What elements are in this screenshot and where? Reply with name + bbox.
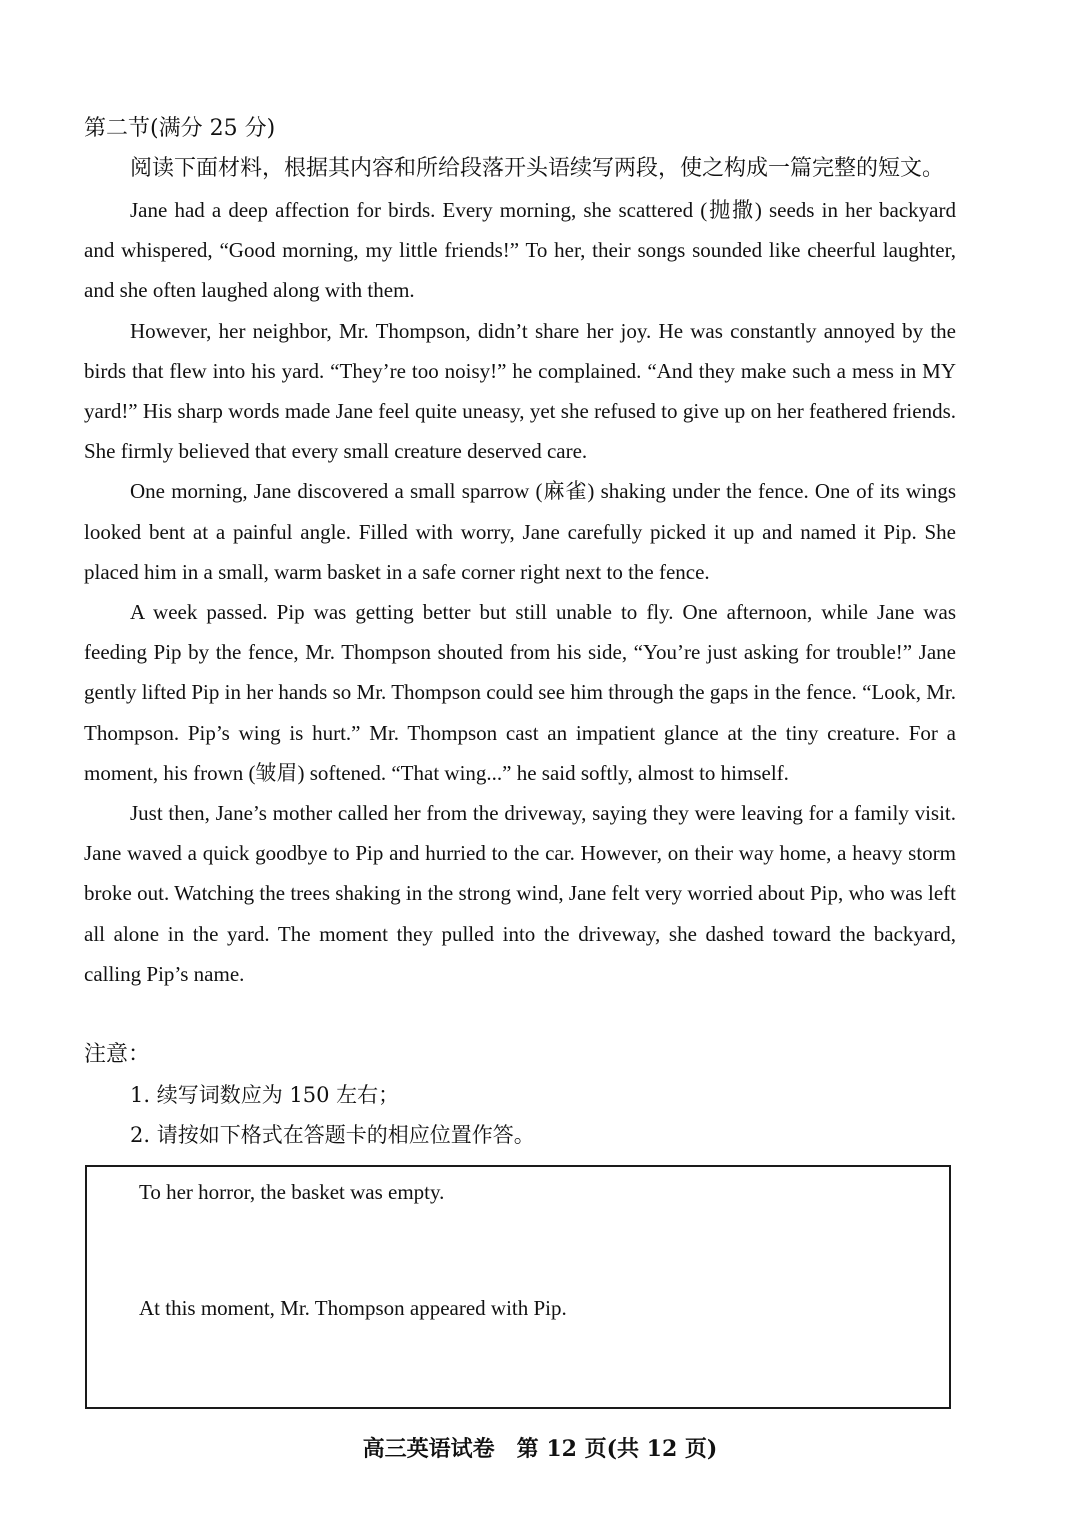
note-item-answer-format: 2. 请按如下格式在答题卡的相应位置作答。 bbox=[130, 1123, 535, 1147]
page-footer: 高三英语试卷 第 12 页(共 12 页) bbox=[362, 1436, 718, 1462]
paragraph-opener-1: To her horror, the basket was empty. bbox=[139, 1180, 445, 1204]
section-instruction: 阅读下面材料，根据其内容和所给段落开头语续写两段，使之构成一篇完整的短文。 bbox=[130, 156, 945, 181]
passage-paragraph-4: A week passed. Pip was getting better but still unable to fly. One afternoon, while Jane was feeding Pip by the fence, Mr. Thompson shouted from his side, “You’re just asking for trouble!” Jane gently lifted Pip in her hands so Mr. Thompson could see him through the gaps in the fence. “Look, Mr. Thompson. Pip’s wing is hurt.” Mr. Thompson cast an impatient glance at the tiny creature. For a moment, his frown (皱眉) softened. “That wing...” he said softly, almost to himself. bbox=[84, 600, 956, 785]
notes-title: 注意： bbox=[84, 1042, 151, 1067]
answer-format-box bbox=[85, 1165, 951, 1409]
passage-paragraph-1: Jane had a deep affection for birds. Every morning, she scattered (抛撒) seeds in her backyard and whispered, “Good morning, my little friends!” To her, their songs sounded like cheerful laughter, and she often laughed along with them. bbox=[84, 198, 956, 303]
section-title: 第二节(满分 25 分) bbox=[84, 116, 276, 141]
paragraph-opener-2: At this moment, Mr. Thompson appeared with Pip. bbox=[139, 1296, 567, 1320]
passage-paragraph-5: Just then, Jane’s mother called her from the driveway, saying they were leaving for a family visit. Jane waved a quick goodbye to Pip and hurried to the car. However, on their way home, a heavy storm broke out. Watching the trees shaking in the strong wind, Jane felt very worried about Pip, who was left all alone in the yard. The moment they pulled into the driveway, she dashed toward the backyard, calling Pip’s name. bbox=[84, 801, 956, 986]
note-item-word-count: 1. 续写词数应为 150 左右； bbox=[130, 1083, 400, 1107]
reading-passage bbox=[84, 190, 956, 994]
passage-paragraph-2: However, her neighbor, Mr. Thompson, didn’t share her joy. He was constantly annoyed by the birds that flew into his yard. “They’re too noisy!” he complained. “And they make such a mess in MY yard!” His sharp words made Jane feel quite uneasy, yet she refused to give up on her feathered friends. She firmly believed that every small creature deserved care. bbox=[84, 318, 956, 464]
passage-paragraph-3: One morning, Jane discovered a small sparrow (麻雀) shaking under the fence. One of its wings looked bent at a painful angle. Filled with worry, Jane carefully picked it up and named it Pip. She placed him in a small, warm basket in a safe corner right next to the fence. bbox=[84, 479, 956, 584]
